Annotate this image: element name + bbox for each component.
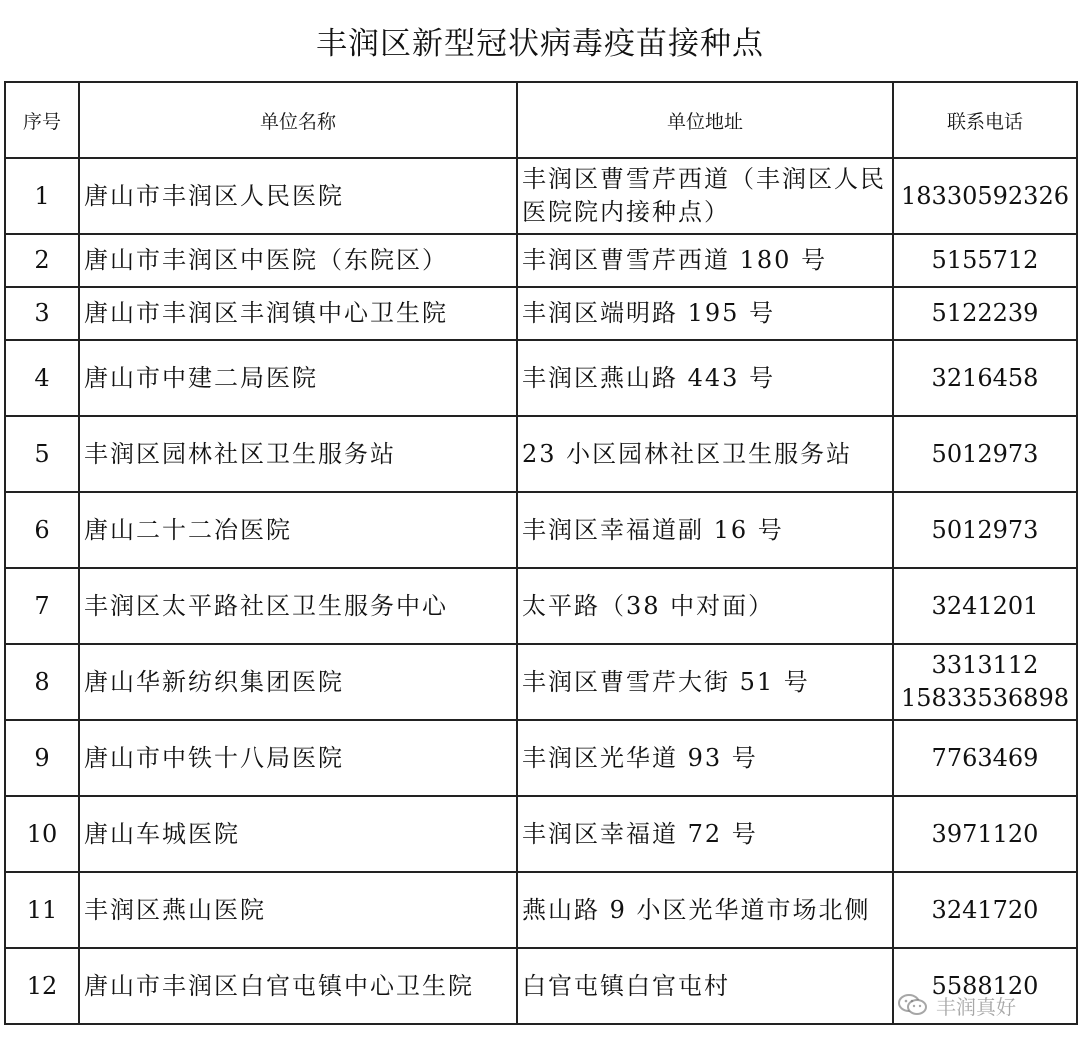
unit-address: 丰润区曹雪芹西道 180 号 [517, 234, 893, 287]
wechat-icon [898, 993, 928, 1017]
phone-number: 18330592326 [901, 181, 1069, 210]
unit-name: 唐山市丰润区丰润镇中心卫生院 [79, 287, 517, 340]
contact-phone [893, 158, 1077, 234]
unit-name: 唐山二十二冶医院 [79, 492, 517, 568]
row-number: 7 [5, 568, 79, 644]
unit-name: 丰润区燕山医院 [79, 872, 517, 948]
document-title: 丰润区新型冠状病毒疫苗接种点 [316, 26, 764, 62]
contact-phone [893, 287, 1077, 340]
contact-phone [893, 872, 1077, 948]
unit-address: 太平路（38 中对面） [517, 568, 893, 644]
unit-name: 唐山市丰润区中医院（东院区） [79, 234, 517, 287]
contact-phone [893, 416, 1077, 492]
unit-name: 唐山市中建二局医院 [79, 340, 517, 416]
unit-address: 燕山路 9 小区光华道市场北侧 [517, 872, 893, 948]
table-row [5, 158, 1077, 234]
header-address: 单位地址 [517, 82, 893, 158]
contact-phone [893, 340, 1077, 416]
table-row [5, 234, 1077, 287]
table-row [5, 416, 1077, 492]
table-row [5, 872, 1077, 948]
phone-number: 5155712 [931, 246, 1039, 274]
header-no: 序号 [5, 82, 79, 158]
row-number: 12 [5, 948, 79, 1024]
watermark [898, 990, 1048, 1020]
unit-name: 唐山市丰润区人民医院 [79, 158, 517, 234]
row-number: 2 [5, 234, 79, 287]
unit-name: 唐山市丰润区白官屯镇中心卫生院 [79, 948, 517, 1024]
table-body [5, 158, 1077, 1024]
table-row [5, 492, 1077, 568]
unit-address: 丰润区端明路 195 号 [517, 287, 893, 340]
contact-phone [893, 492, 1077, 568]
phone-number: 5588120 [931, 971, 1039, 1000]
unit-address: 丰润区光华道 93 号 [517, 720, 893, 796]
phone-number: 3971120 [931, 819, 1039, 848]
unit-address: 丰润区幸福道 72 号 [517, 796, 893, 872]
row-number: 5 [5, 416, 79, 492]
unit-name: 丰润区太平路社区卫生服务中心 [79, 568, 517, 644]
phone-number: 5012973 [931, 515, 1039, 544]
phone-number: 5122239 [931, 299, 1039, 327]
header-phone: 联系电话 [893, 82, 1077, 158]
phone-number: 5012973 [931, 439, 1039, 468]
contact-phone [893, 796, 1077, 872]
row-number: 4 [5, 340, 79, 416]
row-number: 3 [5, 287, 79, 340]
table-row [5, 796, 1077, 872]
phone-number: 3313112 [931, 651, 1039, 679]
row-number: 1 [5, 158, 79, 234]
contact-phone [893, 644, 1077, 720]
unit-name: 唐山车城医院 [79, 796, 517, 872]
unit-name: 唐山市中铁十八局医院 [79, 720, 517, 796]
row-number: 10 [5, 796, 79, 872]
row-number: 11 [5, 872, 79, 948]
row-number: 6 [5, 492, 79, 568]
phone-number: 3216458 [931, 363, 1039, 392]
header-name: 单位名称 [79, 82, 517, 158]
phone-number: 3241720 [931, 895, 1039, 924]
unit-address: 23 小区园林社区卫生服务站 [517, 416, 893, 492]
contact-phone [893, 234, 1077, 287]
unit-address: 丰润区曹雪芹西道（丰润区人民医院院内接种点） [517, 158, 893, 234]
row-number: 8 [5, 644, 79, 720]
contact-phone [893, 720, 1077, 796]
unit-address: 白官屯镇白官屯村 [517, 948, 893, 1024]
contact-phone [893, 568, 1077, 644]
unit-address: 丰润区幸福道副 16 号 [517, 492, 893, 568]
table-row [5, 720, 1077, 796]
vaccination-sites-table [4, 81, 1078, 1025]
row-number: 9 [5, 720, 79, 796]
phone-number: 15833536898 [901, 684, 1069, 712]
phone-number: 7763469 [931, 743, 1039, 772]
table-row [5, 568, 1077, 644]
unit-address: 丰润区曹雪芹大街 51 号 [517, 644, 893, 720]
watermark-text: 丰润真好 [936, 994, 1016, 1019]
phone-number: 3241201 [931, 591, 1039, 620]
unit-name: 丰润区园林社区卫生服务站 [79, 416, 517, 492]
table-row [5, 644, 1077, 720]
unit-name: 唐山华新纺织集团医院 [79, 644, 517, 720]
unit-address: 丰润区燕山路 443 号 [517, 340, 893, 416]
table-row [5, 340, 1077, 416]
table-header-row [5, 82, 1077, 158]
table-row [5, 287, 1077, 340]
